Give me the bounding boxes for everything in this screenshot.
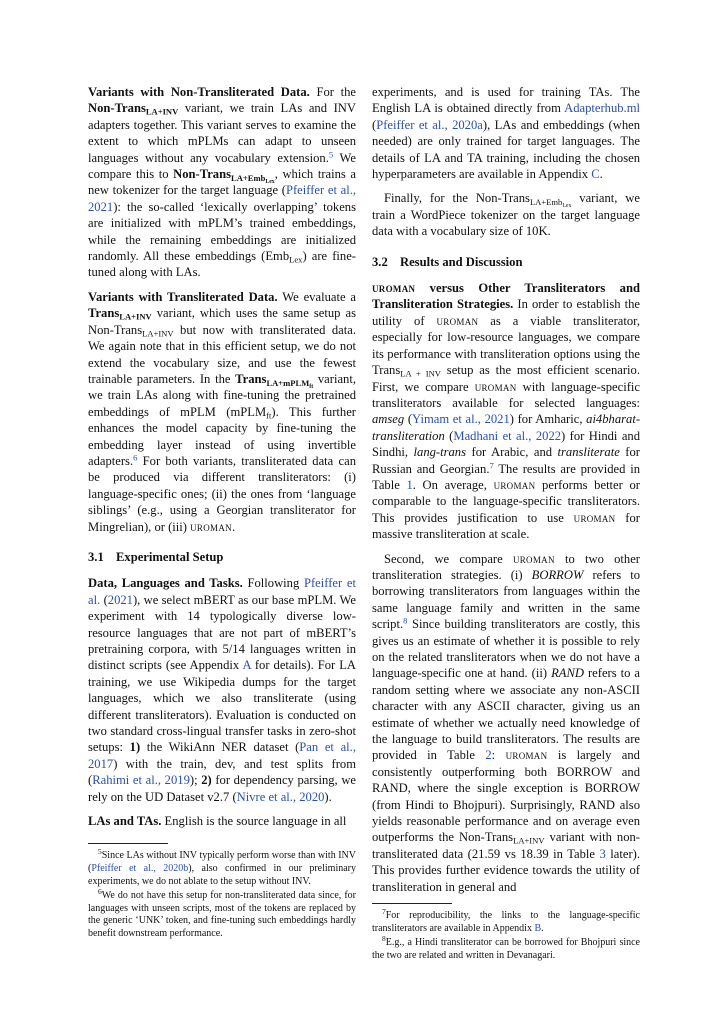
paragraph-borrow-rand: Second, we compare uroman to two other transliteration strategies. (i) BORROW refers to borrowing transliterators from languages within the same language family and written in the same script.$^8$ Since building transliterators are costly, this gives us an estimate of whether it is possible to rely on the related transliterators when we do not have a language-specific one at hand. (ii) RAND refers to a random setting where we associate any non-ASCII character with any ASCII character, giving us an estimate of whether we actually need knowledge of the language to build transliterators. The results are provided in Table 2: uroman is largely and consistently outperforming both BORROW and RAND, where the single exception is BORROW (from Hindi to Bhojpuri). Surprisingly, RAND also yields reasonable performance and on average even outperforms the Non-Trans$_{LA+INV}$ variant with non-transliterated data (21.59 vs 18.39 in Table 3 later). This provides further evidence towards the utility of transliteration in general and: [372, 551, 640, 894]
citation-link[interactable]: Pfeiffer et al., 2020b: [91, 863, 189, 875]
footnote-ref-5[interactable]: 5: [328, 148, 334, 159]
footnote-rule: [88, 843, 168, 844]
paragraph-experiments-cont: experiments, and is used for training TAs. The English LA is obtained directly from Adapterhub.ml (Pfeiffer et al., 2020a), LAs and embeddings (when needed) are only trained for target languages. The details of LA and TA training, including the chosen hyperparameters are available in Appendix C.: [372, 85, 640, 182]
footnote-7: $^7$For reproducibility, the links to the language-specific transliterators are available in Appendix B.: [372, 906, 640, 934]
footnote-ref-6[interactable]: 6: [133, 452, 138, 463]
left-column: [88, 84, 356, 943]
paragraph-heading: Variants with Transliterated Data.: [88, 289, 278, 304]
citation-link[interactable]: Pfeiffer et al.: [88, 576, 357, 607]
paragraph-heading: LAs and TAs.: [88, 814, 162, 829]
right-column: [372, 84, 640, 964]
paragraph-las-and-tas: LAs and TAs. English is the source language in all: [88, 814, 347, 829]
appendix-link[interactable]: A: [242, 658, 251, 673]
paragraph-transliterated-variants: Variants with Transliterated Data. We evaluate a Trans$_{LA+INV}$ variant, which uses the same setup as Non-Trans$_{LA+INV}$ but now with transliterated data. We again note that in this efficient setup, we do not extend the vocabulary size, and use the fewest trainable parameters. In the Trans$_{LA+mPLM_{ft}}$ variant, we train LAs along with fine-tuning the pretrained embeddings of mPLM (mPLM$_{ft}$). This further enhances the model capacity by fine-tuning the embedding layer instead of using invertible adapters.$^6$ For both variants, transliterated data can be produced via different transliterators: (i) language-specific ones; (ii) the ones from ‘language siblings’ (e.g., using a Georgian transliterator for Mingrelian), or (iii) uroman.: [88, 289, 356, 534]
citation-link[interactable]: Yimam et al., 2021: [412, 412, 510, 427]
paragraph-heading: Variants with Non-Transliterated Data.: [88, 85, 310, 99]
citation-link[interactable]: Pfeiffer et al., 2021: [88, 183, 356, 214]
uroman-name: uroman: [190, 519, 232, 534]
citation-link[interactable]: Rahimi et al., 2019: [92, 773, 190, 788]
footnote-8: $^8$E.g., a Hindi transliterator can be borrowed for Bhojpuri since the two are related and written in Devanagari.: [372, 934, 640, 961]
table-link[interactable]: 2: [485, 748, 492, 763]
citation-link[interactable]: 2021: [107, 592, 133, 607]
paragraph-non-transliterated-variants: Variants with Non-Transliterated Data. For the Non-Trans$_{LA+INV}$ variant, we train LAs and INV adapters together. This variant serves to examine the extent to which mPLMs can adapt to unseen languages without any vocabulary extension.$^5$ We compare this to Non-Trans$_{LA+Emb_{Lex}}$, which trains a new tokenizer for the target language (Pfeiffer et al., 2021): the so-called ‘lexically overlapping’ tokens are initialized with mPLM’s trained embeddings, while the remaining embeddings are initialized randomly. All these embeddings (Emb$_{Lex}$) are fine-tuned along with LAs.: [88, 85, 356, 280]
table-link[interactable]: 3: [599, 846, 606, 861]
footnote-ref-8[interactable]: 8: [403, 615, 408, 626]
paragraph-uroman-vs-others: uroman versus Other Transliterators and Transliteration Strategies. In order to establish the utility of uroman as a viable transliterator, especially for low-resource languages, we compare its performance with transliteration options using the Trans$_{LA + INV}$ setup as the most efficient scenario. First, we compare uroman with language-specific transliterators available for selected languages: amseg (Yimam et al., 2021) for Amharic, ai4bharat-transliteration (Madhani et al., 2022) for Hindi and Sindhi, lang-trans for Arabic, and transliterate for Russian and Georgian.$^7$ The results are provided in Table 1. On average, uroman performs better or comparable to the language-specific transliterators. This provides justification to use uroman for massive transliteration at scale.: [372, 281, 641, 542]
variant-name: Trans$_{LA+INV}$: [88, 306, 152, 323]
footnote-ref-7[interactable]: 7: [489, 459, 494, 470]
footnote-6: $^6$We do not have this setup for non-transliterated data since, for languages with unseen scripts, most of the tokens are replaced by the generic ‘UNK’ token, and fine-tuning such embeddings hardly benefit downstream performance.: [88, 887, 356, 940]
citation-link[interactable]: Madhani et al., 2022: [453, 428, 562, 443]
table-link[interactable]: 1: [406, 477, 413, 492]
footnote-rule: [372, 903, 452, 904]
variant-name: Non-Trans$_{LA+Emb_{Lex}}$: [173, 167, 275, 185]
citation-link[interactable]: Pfeiffer et al., 2020a: [376, 117, 483, 132]
section-heading-3-2: 3.2 Results and Discussion: [372, 254, 523, 269]
paragraph-heading: uroman versus Other Transliterators and Transliteration Strategies.: [372, 281, 640, 312]
paragraph-data-languages-tasks: Data, Languages and Tasks. Following Pfeiffer et al. (2021), we select mBERT as our base mPLM. We experiment with 14 typologically diverse low-resource languages that are not part of mBERT’s pretraining corpora, with 5/14 languages written in distinct scripts (see Appendix A for details). For LA training, we use Wikipedia dumps for the target languages, which we also transliterate (using different transliterators). Evaluation is conducted on two standard cross-lingual transfer tasks in zero-shot setups: 1) the WikiAnn NER dataset (Pan et al., 2017) with the train, dev, and test splits from (Rahimi et al., 2019); 2) for dependency parsing, we rely on the UD Dataset v2.7 (Nivre et al., 2020).: [88, 576, 357, 804]
footnote-5: $^5$Since LAs without INV typically perform worse than with INV (Pfeiffer et al., 2020b), also confirmed in our preliminary experiments, we do not ablate to the setup without INV.: [88, 847, 357, 887]
adapterhub-link[interactable]: Adapterhub.ml: [564, 101, 640, 116]
variant-name: Trans$_{LA+mPLM_{ft}}$: [235, 371, 314, 390]
appendix-link[interactable]: C: [591, 167, 600, 182]
citation-link[interactable]: Pan et al., 2017: [88, 740, 356, 771]
paragraph-heading: Data, Languages and Tasks.: [88, 576, 243, 591]
section-heading-3-1: 3.1 Experimental Setup: [88, 549, 224, 564]
citation-link[interactable]: Nivre et al., 2020: [236, 789, 325, 804]
variant-name: Non-Trans$_{LA+INV}$: [88, 101, 179, 118]
paragraph-wordpiece: Finally, for the Non-Trans$_{LA+Emb_{Lex}}$ variant, we train a WordPiece tokenizer on the target language data with a vocabulary size of 10K.: [372, 191, 640, 239]
appendix-link[interactable]: B: [534, 922, 542, 934]
